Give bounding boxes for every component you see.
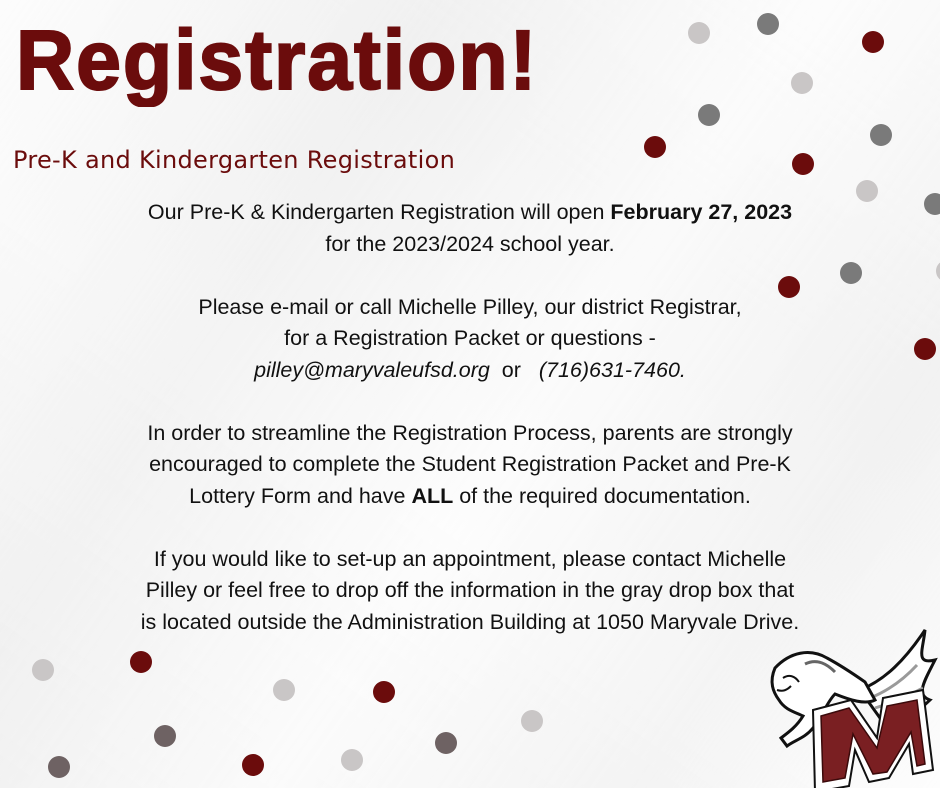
- decor-dot: [862, 31, 884, 53]
- decor-dot: [273, 679, 295, 701]
- announcement-body: [60, 197, 880, 670]
- decor-dot: [924, 193, 940, 215]
- decor-dot: [242, 754, 264, 776]
- open-date: February 27, 2023: [610, 200, 793, 224]
- paragraph-appointment: If you would like to set-up an appointment, please contact Michelle Pilley or feel free to drop off the information in the gray drop box that is located outside the Administration Building at 1050 Maryvale Drive.: [140, 546, 800, 634]
- mustang-logo-icon: [765, 620, 940, 788]
- decor-dot: [32, 659, 54, 681]
- decor-dot: [914, 338, 936, 360]
- decor-dot: [373, 681, 395, 703]
- decor-dot: [840, 262, 862, 284]
- decor-dot: [435, 732, 457, 754]
- decor-dot: [521, 710, 543, 732]
- decor-dot: [154, 725, 176, 747]
- decor-dot: [792, 153, 814, 175]
- decor-dot: [757, 13, 779, 35]
- email-link[interactable]: pilley@maryvaleufsd.org: [254, 357, 490, 382]
- decor-dot: [778, 276, 800, 298]
- page-title: Registration!: [16, 13, 539, 107]
- decor-dot: [48, 756, 70, 778]
- decor-dot: [936, 260, 940, 282]
- decor-dot: [688, 22, 710, 44]
- decor-dot: [644, 136, 666, 158]
- decor-dot: [791, 72, 813, 94]
- decor-dot: [130, 651, 152, 673]
- decor-dot: [870, 124, 892, 146]
- phone-number[interactable]: (716)631-7460.: [538, 357, 686, 382]
- paragraph-contact: Please e-mail or call Michelle Pilley, our district Registrar, for a Registration Packet or questions - pilley@maryvaleufsd.org or (716)631-7460.: [198, 294, 742, 382]
- decor-dot: [698, 104, 720, 126]
- decor-dot: [856, 180, 878, 202]
- decor-dot: [341, 749, 363, 771]
- paragraph-documentation: In order to streamline the Registration Process, parents are strongly encouraged to complete the Student Registration Packet and Pre-K Lottery Form and have ALL of the required documentation.: [147, 420, 793, 508]
- subtitle: Pre-K and Kindergarten Registration: [13, 146, 456, 174]
- paragraph-open-date: Our Pre-K & Kindergarten Registration will open February 27, 2023 for the 2023/2024 school year.: [147, 200, 793, 256]
